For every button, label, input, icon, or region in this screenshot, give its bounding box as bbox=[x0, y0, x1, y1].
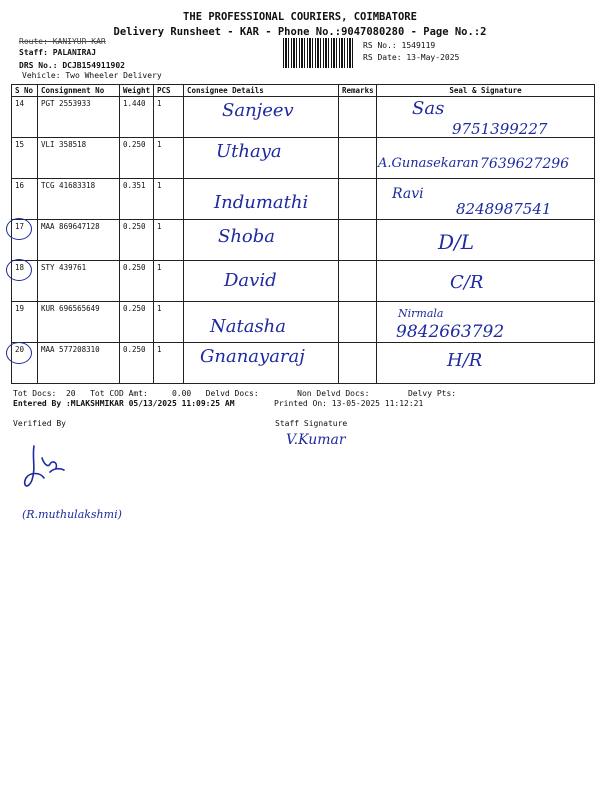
vehicle-label: Vehicle: Two Wheeler Delivery bbox=[22, 71, 162, 80]
circle-mark bbox=[6, 218, 32, 240]
pcs: 1 bbox=[154, 261, 184, 302]
handwritten-seal: A.Gunasekaran bbox=[378, 156, 479, 171]
weight: 0.250 bbox=[120, 220, 154, 261]
pcs: 1 bbox=[154, 138, 184, 179]
consignment-no: MAA 869647128 bbox=[38, 220, 120, 261]
weight: 1.440 bbox=[120, 97, 154, 138]
pcs: 1 bbox=[154, 343, 184, 384]
handwritten-consignee: Gnanayaraj bbox=[200, 346, 305, 367]
col-weight: Weight bbox=[120, 85, 154, 97]
weight: 0.250 bbox=[120, 138, 154, 179]
sno: 17 bbox=[12, 220, 38, 261]
document-title: THE PROFESSIONAL COURIERS, COIMBATORE bbox=[183, 11, 417, 23]
consignment-no: TCG 41683318 bbox=[38, 179, 120, 220]
handwritten-seal: Ravi bbox=[392, 186, 424, 202]
handwritten-phone: 9842663792 bbox=[396, 322, 505, 342]
weight: 0.250 bbox=[120, 302, 154, 343]
remarks-cell bbox=[339, 138, 377, 179]
remarks-cell bbox=[339, 343, 377, 384]
weight: 0.250 bbox=[120, 261, 154, 302]
verifier-signature bbox=[14, 438, 84, 498]
remarks-cell bbox=[339, 261, 377, 302]
handwritten-consignee: Indumathi bbox=[214, 192, 309, 213]
circle-mark bbox=[6, 259, 32, 281]
handwritten-seal: Nirmala bbox=[398, 307, 444, 320]
handwritten-seal: D/L bbox=[438, 230, 475, 254]
entered-by: Entered By :MLAKSHMIKAR 05/13/2025 11:09:25 AM bbox=[13, 399, 235, 408]
totals-line: Tot Docs: 20 Tot COD Amt: 0.00 Delvd Docs: Non Delvd Docs: Delvy Pts: bbox=[13, 389, 457, 398]
weight: 0.351 bbox=[120, 179, 154, 220]
handwritten-seal: H/R bbox=[447, 350, 483, 371]
verified-by-label: Verified By bbox=[13, 419, 66, 428]
pcs: 1 bbox=[154, 179, 184, 220]
rs-number: RS No.: 1549119 bbox=[363, 41, 436, 50]
handwritten-phone: 8248987541 bbox=[456, 200, 552, 218]
remarks-cell bbox=[339, 220, 377, 261]
sno: 18 bbox=[12, 261, 38, 302]
document-subtitle: Delivery Runsheet - KAR - Phone No.:9047080280 - Page No.:2 bbox=[113, 26, 487, 38]
seal-cell bbox=[377, 220, 595, 261]
sno: 16 bbox=[12, 179, 38, 220]
rs-date: RS Date: 13-May-2025 bbox=[363, 53, 460, 62]
staff-signature-label: Staff Signature bbox=[275, 419, 348, 428]
handwritten-consignee: Natasha bbox=[210, 316, 287, 337]
handwritten-consignee: Uthaya bbox=[216, 141, 282, 162]
handwritten-consignee: David bbox=[224, 270, 277, 291]
col-consignee: Consignee Details bbox=[184, 85, 339, 97]
circle-mark bbox=[6, 342, 32, 364]
printed-on: Printed On: 13-05-2025 11:12:21 bbox=[274, 399, 424, 408]
col-sno: S No bbox=[12, 85, 38, 97]
seal-cell bbox=[377, 343, 595, 384]
col-consignment: Consignment No bbox=[38, 85, 120, 97]
remarks-cell bbox=[339, 179, 377, 220]
handwritten-consignee: Sanjeev bbox=[222, 100, 294, 121]
consignment-no: MAA 577208310 bbox=[38, 343, 120, 384]
handwritten-seal: C/R bbox=[450, 272, 484, 293]
consignment-no: VLI 358518 bbox=[38, 138, 120, 179]
handwritten-phone: 7639627296 bbox=[480, 156, 570, 172]
col-pcs: PCS bbox=[154, 85, 184, 97]
pcs: 1 bbox=[154, 97, 184, 138]
verifier-name: (R.muthulakshmi) bbox=[22, 508, 122, 521]
sno: 20 bbox=[12, 343, 38, 384]
handwritten-phone: 9751399227 bbox=[452, 120, 548, 138]
consignment-no: KUR 696565649 bbox=[38, 302, 120, 343]
pcs: 1 bbox=[154, 220, 184, 261]
drs-number: DRS No.: DCJB154911902 bbox=[19, 61, 125, 70]
sno: 19 bbox=[12, 302, 38, 343]
consignment-no: STY 439761 bbox=[38, 261, 120, 302]
handwritten-consignee: Shoba bbox=[218, 226, 276, 247]
remarks-cell bbox=[339, 97, 377, 138]
remarks-cell bbox=[339, 302, 377, 343]
table-row bbox=[12, 220, 595, 261]
barcode bbox=[283, 38, 355, 68]
handwritten-seal: Sas bbox=[412, 98, 445, 119]
seal-cell bbox=[377, 261, 595, 302]
col-remarks: Remarks bbox=[339, 85, 377, 97]
staff-label: Staff: PALANIRAJ bbox=[19, 48, 97, 57]
table-row bbox=[12, 261, 595, 302]
staff-signature: V.Kumar bbox=[286, 432, 346, 448]
route-label: Route: KANIYUR KAR bbox=[19, 37, 106, 46]
weight: 0.250 bbox=[120, 343, 154, 384]
table-row bbox=[12, 302, 595, 343]
sno: 15 bbox=[12, 138, 38, 179]
col-seal: Seal & Signature bbox=[377, 85, 595, 97]
sno: 14 bbox=[12, 97, 38, 138]
table-header-row bbox=[12, 85, 595, 97]
consignment-no: PGT 2553933 bbox=[38, 97, 120, 138]
pcs: 1 bbox=[154, 302, 184, 343]
